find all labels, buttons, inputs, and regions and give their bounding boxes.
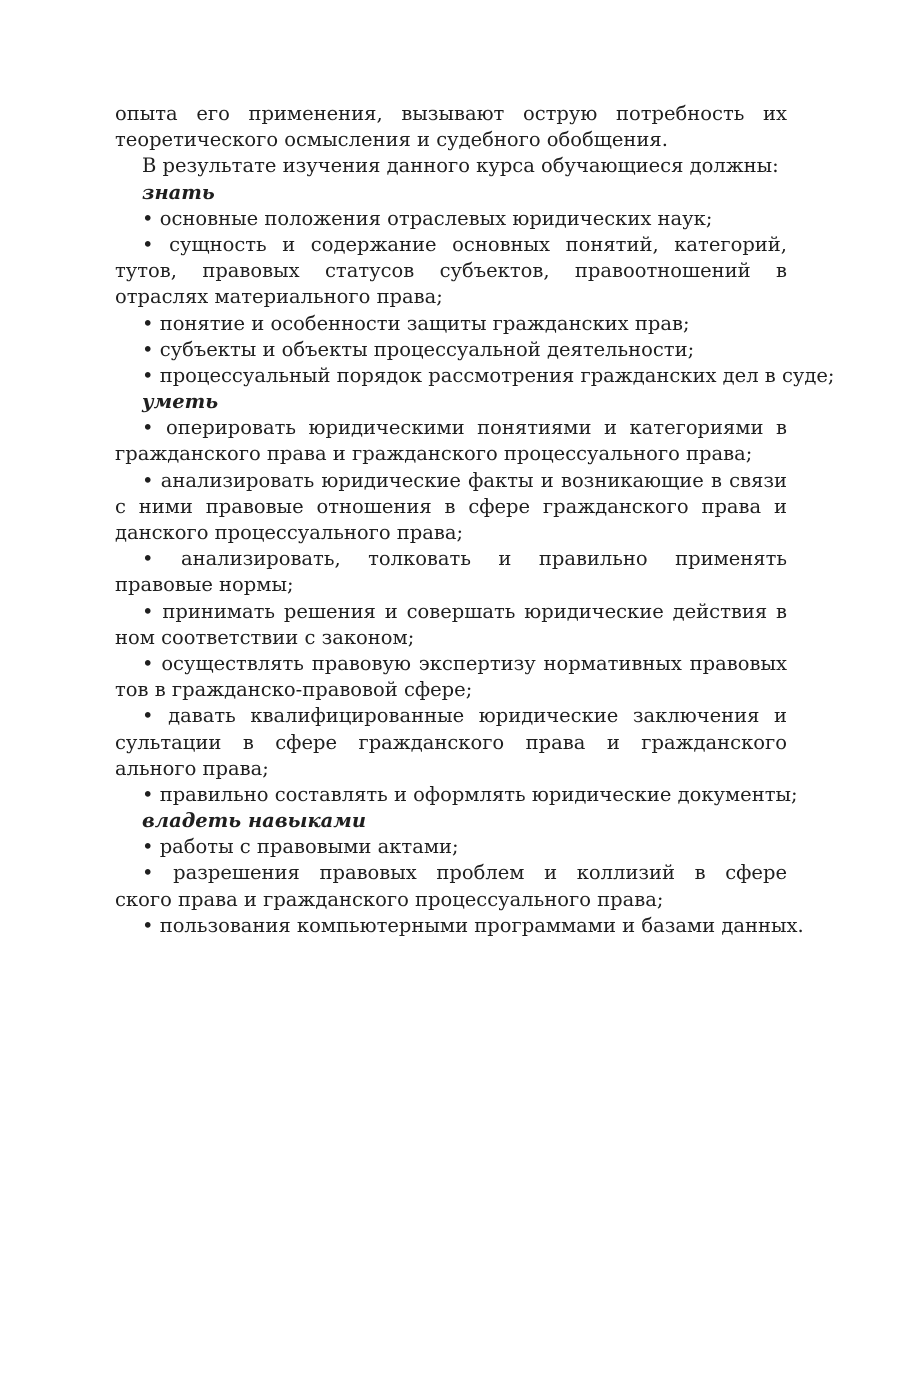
list-item (115, 546, 787, 598)
list-item-line: данского процессуального права; (115, 521, 464, 544)
list-item-line: тов в гражданско-правовой сфере; (115, 678, 473, 702)
list-item-line: • анализировать юридические факты и возникающие в связи (142, 468, 787, 492)
intro-line-1: опыта его применения, вызывают острую потребность их (115, 102, 787, 125)
list-item (115, 782, 798, 808)
list-item-line: сультации в сфере гражданского права и гражданского (115, 730, 787, 754)
document-page (115, 101, 835, 939)
list-item (115, 703, 787, 782)
list-item (115, 468, 787, 547)
list-item-line: • оперировать юридическими понятиями и категориями в (142, 416, 787, 440)
list-item-line: • принимать решения и совершать юридические действия в (142, 599, 787, 623)
list-item (115, 232, 787, 311)
list-item-line: правовые нормы; (115, 573, 294, 597)
list-item (115, 206, 787, 232)
list-item (115, 363, 835, 389)
list-item-line: • процессуальный порядок рассмотрения гражданских дел в суде; (142, 363, 835, 387)
list-item (115, 337, 787, 363)
list-item (115, 651, 787, 703)
list-item (115, 834, 787, 860)
list-item (115, 860, 787, 912)
list-item-line: тутов, правовых статусов субъектов, правоотношений в (115, 259, 787, 283)
intro-line-2: теоретического осмысления и судебного обобщения. (115, 128, 668, 152)
list-able (115, 415, 798, 808)
list-item-line: • субъекты и объекты процессуальной деятельности; (142, 337, 695, 361)
section-heading-able: уметь (142, 390, 219, 414)
list-item-line: • основные положения отраслевых юридических наук; (142, 206, 713, 230)
list-item-line: с ними правовые отношения в сфере гражданского права и (115, 494, 787, 518)
list-item-line: • разрешения правовых проблем и коллизий в сфере (142, 861, 787, 885)
list-item-line: ном соответствии с законом; (115, 625, 415, 649)
list-item-line: ального права; (115, 756, 269, 780)
list-item-line: • пользования компьютерными программами и базами данных. (142, 913, 804, 937)
intro-line-3: В результате изучения данного курса обучающиеся должны: (142, 154, 779, 178)
list-item-line: ского права и гражданского процессуального права; (115, 887, 664, 911)
list-item-line: гражданского права и гражданского процессуального права; (115, 442, 753, 466)
section-heading-know: знать (142, 180, 215, 204)
list-item-line: • правильно составлять и оформлять юридические документы; (142, 782, 798, 806)
list-item-line: • осуществлять правовую экспертизу нормативных правовых (142, 651, 787, 675)
list-know (115, 206, 835, 389)
list-item (115, 599, 787, 651)
list-skills (115, 834, 804, 939)
list-item (115, 415, 787, 467)
list-item (115, 311, 787, 337)
list-item (115, 913, 804, 939)
list-item-line: • давать квалифицированные юридические заключения и (142, 704, 787, 728)
section-heading-skills: владеть навыками (142, 809, 367, 833)
list-item-line: • работы с правовыми актами; (142, 835, 459, 859)
list-item-line: отраслях материального права; (115, 285, 443, 309)
list-item-line: • сущность и содержание основных понятий, категорий, (142, 232, 787, 256)
list-item-line: • анализировать, толковать и правильно применять (142, 547, 787, 571)
list-item-line: • понятие и особенности защиты гражданских прав; (142, 311, 690, 335)
